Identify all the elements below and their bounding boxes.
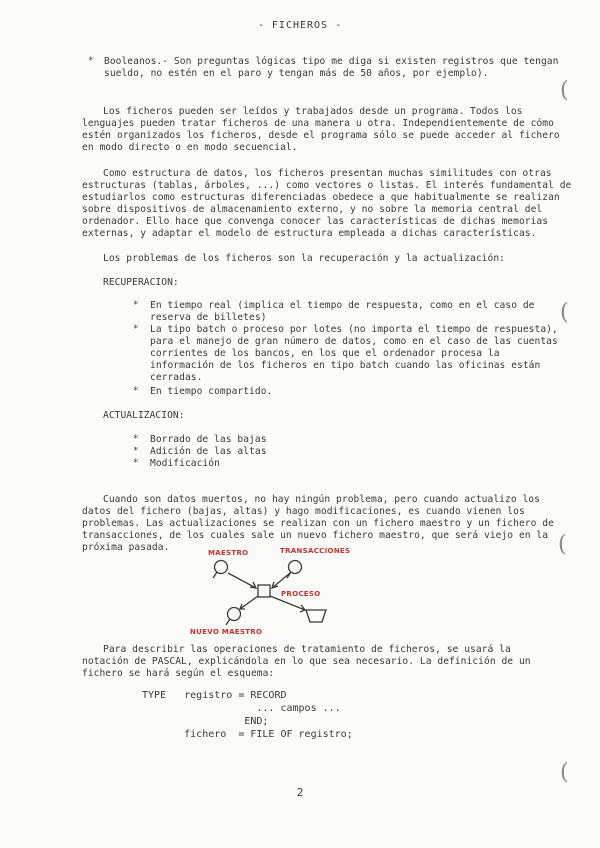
actualizacion-heading: ACTUALIZACION: bbox=[103, 410, 185, 421]
nuevo-maestro-file-tail bbox=[226, 619, 230, 625]
bullet-marker: * bbox=[133, 324, 139, 334]
bullet-marker: * bbox=[133, 386, 139, 396]
recuperacion-item-3: En tiempo compartido. bbox=[150, 386, 273, 397]
para2-line-6: externas, y adaptar el modelo de estructura empleada a dichas características. bbox=[82, 228, 537, 239]
page-header: - FICHEROS - bbox=[257, 20, 343, 31]
proceso-label: PROCESO bbox=[281, 590, 321, 598]
para1-line-4: en modo directo o en modo secuencial. bbox=[82, 142, 298, 153]
para2-line-3: estudiarlos como estructuras diferenciadas obedece a que habitualmente se realizan bbox=[82, 192, 560, 203]
recuperacion-heading: RECUPERACION: bbox=[103, 277, 179, 288]
recuperacion-item-2-line-2: para el manejo de gran número de datos, como en el caso de las cuentas bbox=[150, 336, 558, 347]
bullet-marker: * bbox=[133, 300, 139, 310]
actualizacion-item-3: Modificación bbox=[150, 458, 220, 469]
code-line-2: ... campos ... bbox=[142, 703, 341, 714]
para3-line-4: transacciones, de los cuales sale un nuevo fichero maestro, que será viejo en la bbox=[82, 530, 549, 541]
para4-line-2: notación de PASCAL, explicándola en lo que sea necesario. La definición de un bbox=[82, 656, 531, 667]
maestro-file-icon bbox=[215, 561, 228, 574]
actualizacion-item-1: Borrado de las bajas bbox=[150, 434, 267, 445]
margin-mark: ( bbox=[560, 78, 569, 103]
bullet-marker: * bbox=[133, 434, 139, 444]
para4-line-1: Para describir las operaciones de tratamiento de ficheros, se usará la bbox=[103, 644, 511, 655]
para2-line-2: estructuras (tablas, árboles, ...) como vectores o listas. El interés fundamental de bbox=[82, 180, 572, 191]
nuevo-maestro-label: NUEVO MAESTRO bbox=[190, 628, 263, 636]
para3-line-2: datos del fichero (bajas, altas) y hago modificaciones, es cuando vienen los bbox=[82, 506, 525, 517]
code-line-3: END; bbox=[142, 716, 269, 727]
booleanos-line-1: Booleanos.- Son preguntas lógicas tipo me diga si existen registros que tengan bbox=[104, 56, 559, 67]
nuevo-maestro-file-icon bbox=[228, 608, 241, 621]
para3-line-1: Cuando son datos muertos, no hay ningún problema, pero cuando actualizo los bbox=[103, 494, 540, 505]
recuperacion-item-1-line-1: En tiempo real (implica el tiempo de respuesta, como en el caso de bbox=[150, 300, 535, 311]
para1-line-1: Los ficheros pueden ser leídos y trabajados desde un programa. Todos los bbox=[103, 106, 523, 117]
proceso-box-icon bbox=[258, 585, 270, 597]
transacciones-file-icon bbox=[289, 561, 302, 574]
para3-line-3: problemas. Las actualizaciones se realizan con un fichero maestro y un fichero de bbox=[82, 518, 554, 529]
margin-mark: ( bbox=[560, 300, 569, 325]
para1-line-2: lenguajes pueden tratar ficheros de una manera u otra. Independientemente de cómo bbox=[82, 118, 554, 129]
transacciones-label: TRANSACCIONES bbox=[280, 547, 351, 555]
recuperacion-item-2-line-4: información de los ficheros en tipo batch cuando las oficinas están bbox=[150, 360, 541, 371]
booleanos-line-2: sueldo, no estén en el paro y tengan más de 50 años, por ejemplo). bbox=[104, 68, 489, 79]
actualizacion-item-2: Adición de las altas bbox=[150, 446, 267, 457]
bullet-marker: * bbox=[88, 56, 94, 66]
arrow-maestro-to-proceso bbox=[228, 573, 256, 588]
arrow-proceso-to-output bbox=[270, 596, 305, 610]
recuperacion-item-2-line-3: corrientes de los bancos, en los que el ordenador procesa la bbox=[150, 348, 500, 359]
margin-mark: ( bbox=[560, 760, 569, 785]
para4-line-3: fichero se hará según el esquema: bbox=[82, 668, 275, 679]
bullet-marker: * bbox=[133, 458, 139, 468]
code-line-4: fichero = FILE OF registro; bbox=[142, 729, 353, 740]
recuperacion-item-2-line-1: La tipo batch o proceso por lotes (no importa el tiempo de respuesta), bbox=[150, 324, 558, 335]
maestro-file-tail bbox=[213, 572, 217, 578]
arrow-proceso-to-nuevo bbox=[240, 596, 258, 609]
problemas-line: Los problemas de los ficheros son la recuperación y la actualización: bbox=[103, 253, 505, 264]
bullet-marker: * bbox=[133, 446, 139, 456]
output-listing-icon bbox=[306, 610, 326, 622]
margin-mark: ( bbox=[558, 532, 567, 557]
code-line-1: TYPE registro = RECORD bbox=[142, 690, 287, 701]
arrow-transacciones-to-proceso bbox=[272, 573, 290, 588]
para2-line-1: Como estructura de datos, los ficheros presentan muchas similitudes con otras bbox=[103, 168, 552, 179]
para2-line-5: ordenador. Ello hace que convenga conocer las características de dichas memorias bbox=[82, 216, 549, 227]
page-number: 2 bbox=[296, 786, 304, 799]
para1-line-3: estén organizados los ficheros, desde el programa sólo se puede acceder al fichero bbox=[82, 130, 560, 141]
recuperacion-item-2-line-5: cerradas. bbox=[150, 372, 203, 383]
maestro-label: MAESTRO bbox=[208, 549, 249, 557]
para2-line-4: sobre dispositivos de almacenamiento externo, y no sobre la memoria central del bbox=[82, 204, 543, 215]
para3-line-5: próxima pasada. bbox=[82, 542, 170, 553]
recuperacion-item-1-line-2: reserva de billetes) bbox=[150, 312, 267, 323]
